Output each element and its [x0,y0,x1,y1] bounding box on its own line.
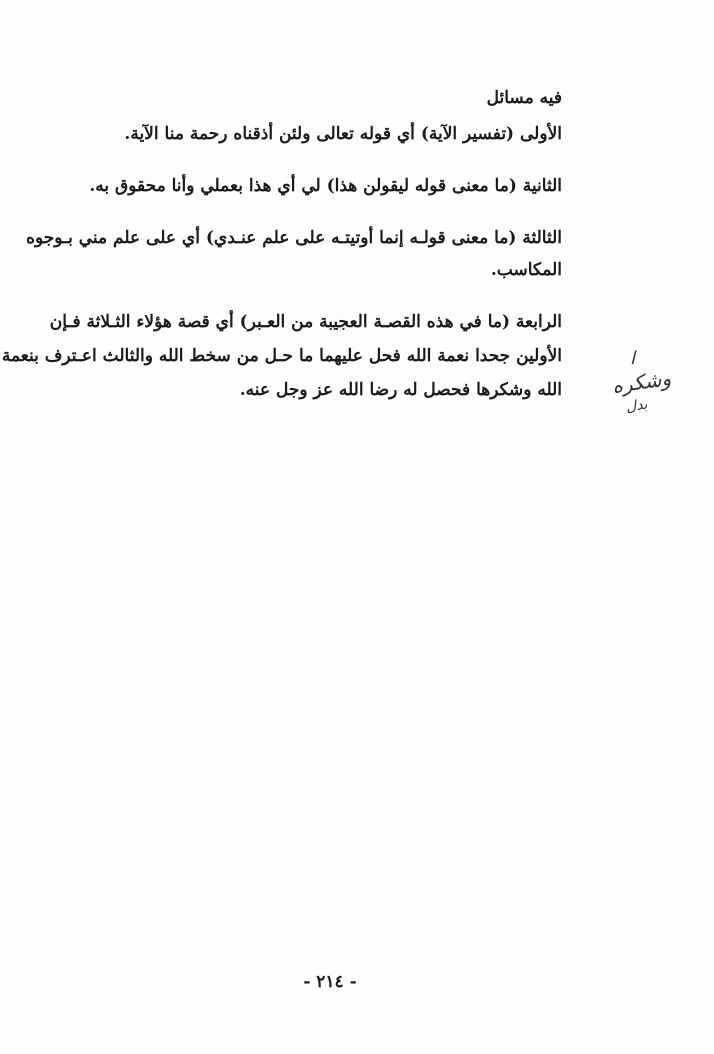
question-3-line-1: الثالثة (ما معنى قولـه إنما أوتيتـه على علم عنـدي) أي على علم مني بـوجوه [26,228,562,248]
page-number: - ٢١٤ - [303,972,357,992]
question-4-line-2: الأولين جحدا نعمة الله فحل عليهما ما حـل من سخط الله والثالث اعـترف بنعمة [1,346,562,366]
margin-insertion-mark: ا [630,348,636,369]
question-1-line-1: الأولى (تفسير الآية) أي قوله تعالى ولئن أذقناه رحمة منا الآية. [124,124,562,144]
margin-note-word: وشكره [610,366,673,398]
section-heading: فيه مسائل [486,88,562,108]
margin-note-sub: بدل [624,396,649,416]
question-4-line-3: الله وشكرها فحصل له رضا الله عز وجل عنه. [239,380,562,400]
question-4-line-1: الرابعة (ما في هذه القصـة العجيبة من العـبر) أي قصة هؤلاء الثـلاثة فـإن [49,312,562,332]
question-3-line-2: المكاسب. [490,260,562,280]
question-2-line-1: الثانية (ما معنى قوله ليقولن هذا) لي أي هذا بعملي وأنا محقوق به. [89,176,562,196]
